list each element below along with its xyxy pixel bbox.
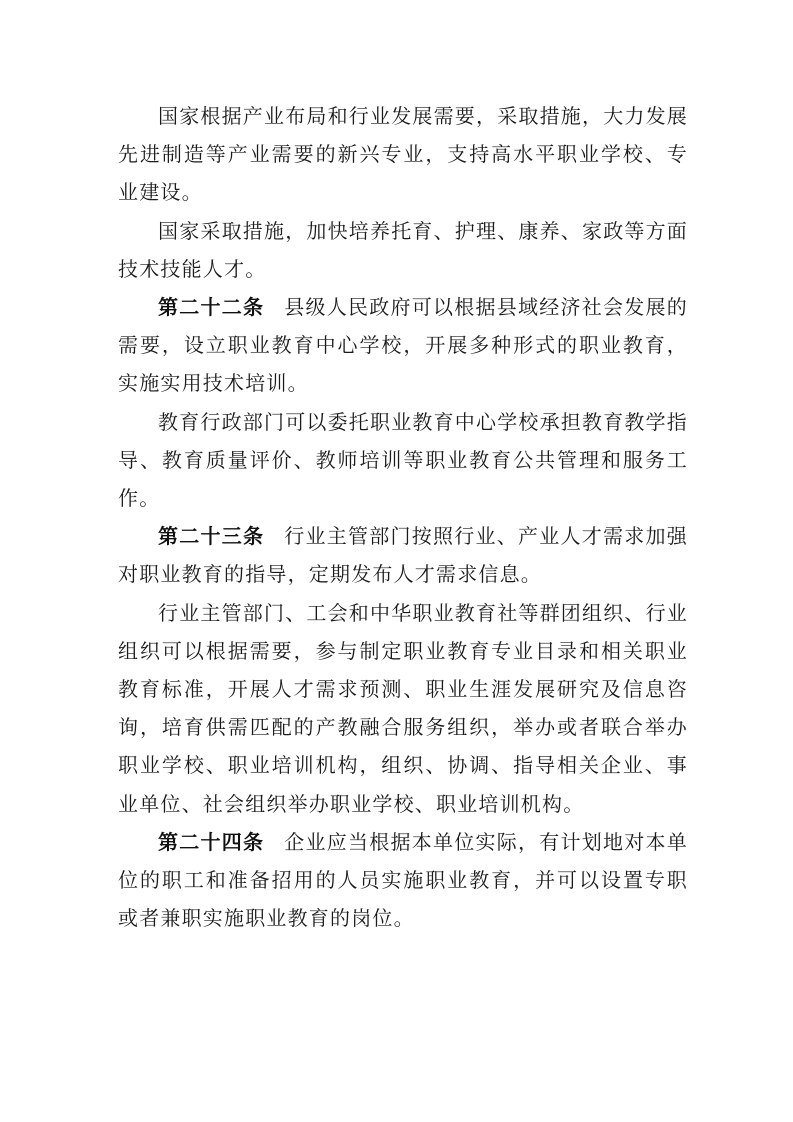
paragraph [118,403,688,518]
article-number: 第二十三条 [158,524,265,549]
paragraph-text: 企业应当根据本单位实际，有计划地对本单位的职工和准备招用的人员实施职业教育，并可以设置专职或者兼职实施职业教育的岗位。 [118,829,688,931]
paragraph-text: 国家根据产业布局和行业发展需要，采取措施，大力发展先进制造等产业需要的新兴专业，支持高水平职业学校、专业建设。 [118,104,688,205]
paragraph-text: 国家采取措施，加快培养托育、护理、康养、家政等方面技术技能人才。 [118,218,688,281]
article-number: 第二十二条 [158,295,265,320]
paragraph-text: 行业主管部门按照行业、产业人才需求加强对职业教育的指导，定期发布人才需求信息。 [118,524,688,587]
paragraph-text: 行业主管部门、工会和中华职业教育社等群团组织、行业组织可以根据需要，参与制定职业教育专业目录和相关职业教育标准，开展人才需求预测、职业生涯发展研究及信息咨询，培育供需匹配的产教融合服务组织，举办或者联合举办职业学校、职业培训机构，组织、协调、指导相关企业、事业单位、社会组织举办职业学校、职业培训机构。 [118,600,688,816]
article-number: 第二十四条 [158,829,265,854]
paragraph [118,97,688,212]
document-body [118,97,688,937]
paragraph [118,212,688,288]
article-paragraph [118,517,688,593]
article-paragraph [118,823,688,938]
paragraph-text: 教育行政部门可以委托职业教育中心学校承担教育教学指导、教育质量评价、教师培训等职业教育公共管理和服务工作。 [118,409,688,511]
paragraph-text: 县级人民政府可以根据县域经济社会发展的需要，设立职业教育中心学校，开展多种形式的职业教育，实施实用技术培训。 [118,295,688,396]
article-paragraph [118,288,688,403]
paragraph [118,594,688,823]
